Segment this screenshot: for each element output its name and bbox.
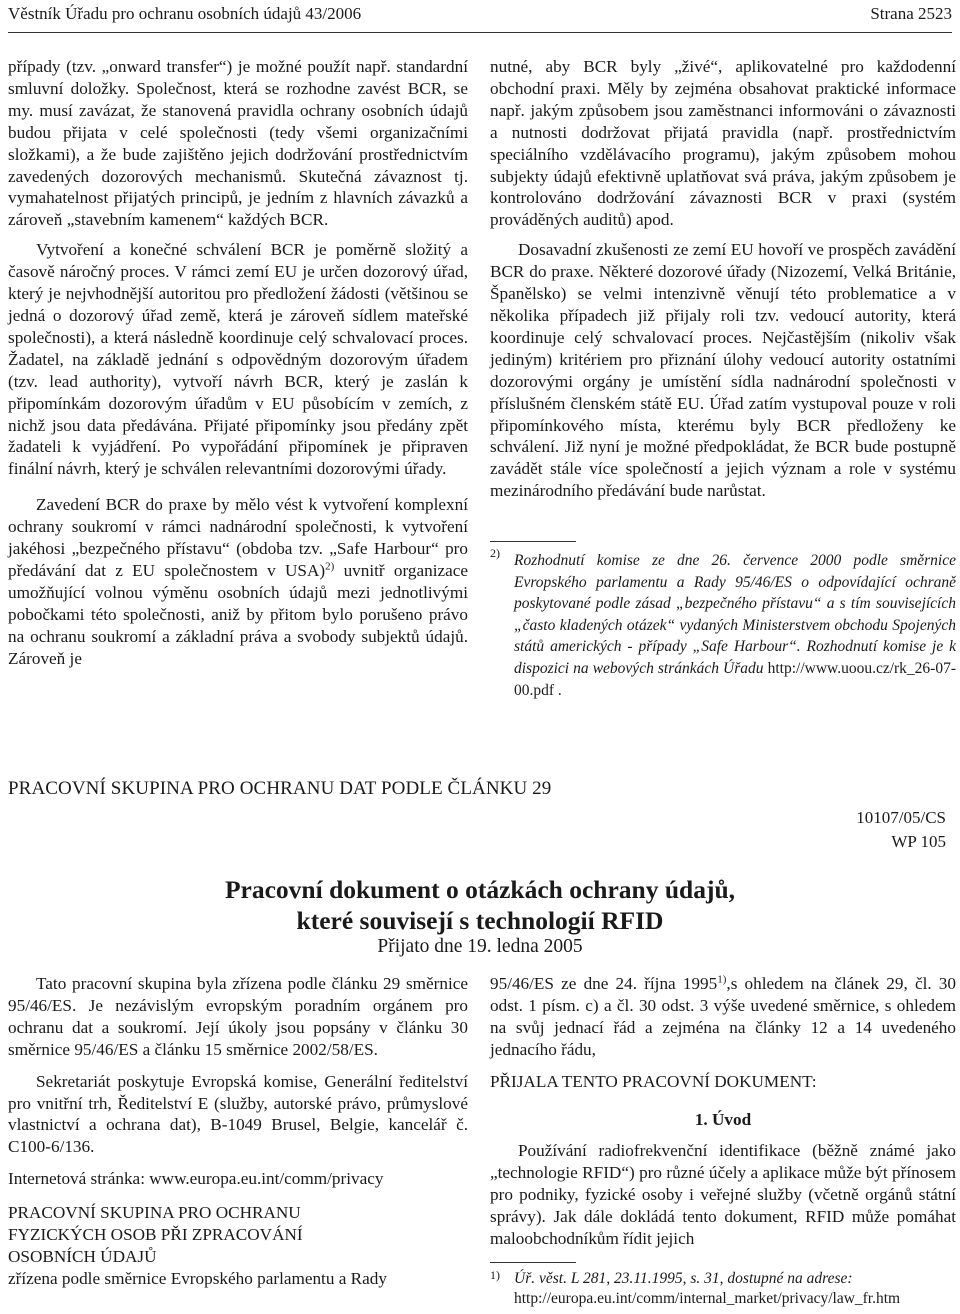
footnote-ref: 1): [717, 973, 727, 986]
section-heading-intro: 1. Úvod: [694, 1109, 752, 1129]
paragraph: Tato pracovní skupina byla zřízena podle článku 29 směrnice 95/46/ES. Je nezávislým evropským poradním orgánem pro ochranu dat a soukromí. Její úkoly jsou popsány v článku 30 směrnice 95/46/ES a článku 15 směrnice 2002/58/ES.: [8, 974, 468, 1059]
paragraph: nutné, aby BCR byly „živé“, aplikovatelné pro každodenní obchodní praxi. Měly by zejména obsahovat praktické informace např. jakým způsobem jsou zaměstnanci informováni o závaznosti a nutnosti dodržovat přijatá pravidla (např. prostřednictvím speciálního vzdělávacího programu), jakým způsobem mohou subjekty údajů efektivně uplatňovat svá práva, jakým způsobem je kontrolováno dodržování závaznosti BCR v praxi (systém prováděných auditů) apod.: [490, 57, 956, 230]
footnote-divider: [490, 541, 576, 542]
paragraph: Zavedení BCR do praxe by mělo vést k vytvoření komplexní ochrany soukromí v rámci nadnárodní společnosti, k vytvoření jakéhosi „bezpečného přístavu“ (obdoba tzv. „Safe Harbour“ pro předávání dat z EU společnostem v USA)$^{2)}$ uvnitř organizace umožňující volnou výměnu osobních údajů mezi jednotlivými pobočkami této společnosti, aniž by přitom bylo porušeno právo na ochranu soukromí a základní práva a svobody subjektů údajů. Zároveň je: [8, 495, 469, 668]
footnote-ref: 2): [325, 560, 335, 573]
paragraph: případy (tzv. „onward transfer“) je možné použít např. standardní smluvní doložky. Společnost, která se rozhodne zavést BCR, se my. musí zavázat, že stanovená pravidla ochrany osobních údajů budou přijata v celé společnosti (tedy všemi organizačními složkami), a že bude zajištěno jejich dodržování prostřednictvím zavedených dozorových mechanismů. Skutečná závaznost tj. vymahatelnost přijatých principů, je jedním z hlavních závazků a zároveň „stavebním kamenem“ každých BCR.: [8, 57, 468, 230]
bottom-right-column: [490, 973, 956, 1250]
paragraph: Sekretariát poskytuje Evropská komise, Generální ředitelství pro vnitřní trh, Ředitelství E (služby, autorské právo, průmyslové vlastnictví a ochrana dat), B-1049 Brusel, Belgie, kancelář č. C100-6/136.: [8, 1071, 468, 1157]
page-number: Strana 2523: [870, 4, 952, 23]
website: Internetová stránka: www.europa.eu.int/comm/privacy: [8, 1169, 384, 1189]
footnote-url: http://www.uoou.cz/rk_26-07-00.pdf .: [514, 659, 957, 699]
footnote-number: 2): [490, 546, 500, 560]
paragraph: 95/46/ES ze dne 24. října 1995$^{1)}$,s ohledem na článek 29, čl. 30 odst. 1 písm. c) a čl. 30 odst. 3 výše uvedené směrnice, s ohledem na svůj jednací řád a zejména na články 12 a 14 uvedeného jednacího řádu,: [490, 973, 956, 1059]
paragraph: Používání radiofrekvenční identifikace (běžně známé jako „technologie RFID“) pro různé účely a aplikace může být přínosem pro podniky, fyzické osoby i veřejné služby (včetně orgánů státní správy). Jak dále dokládá tento dokument, RFID může pomáhat maloobchodníkům řídit jejich: [490, 1141, 956, 1249]
working-party-name: PRACOVNÍ SKUPINA PRO OCHRANU FYZICKÝCH OSOB PŘI ZPRACOVÁNÍ OSOBNÍCH ÚDAJŮ: [8, 1203, 303, 1267]
adoption-date: Přijato dne 19. ledna 2005: [377, 936, 583, 957]
footnote-divider: [490, 1262, 576, 1263]
footnote-url: http://europa.eu.int/comm/internal_market/privacy/law_fr.htm: [514, 1290, 901, 1307]
top-left-column: [8, 56, 468, 669]
adopted-statement: PŘIJALA TENTO PRACOVNÍ DOKUMENT:: [490, 1071, 817, 1091]
footnote: Úř. věst. L 281, 23.11.1995, s. 31, dostupné na adrese: http://europa.eu.int/comm/internal_market/privacy/law_fr.htm: [514, 1269, 956, 1309]
paragraph: zřízena podle směrnice Evropského parlamentu a Rady: [8, 1269, 387, 1289]
header-divider: [8, 32, 952, 33]
footnote-number: 1): [490, 1268, 500, 1282]
document-title: Pracovní dokument o otázkách ochrany údajů, které souvisejí s technologií RFID: [224, 875, 736, 935]
journal-title: Věstník Úřadu pro ochranu osobních údajů 43/2006: [8, 4, 362, 23]
document-reference: 10107/05/CS WP 105: [856, 808, 946, 851]
section-heading: PRACOVNÍ SKUPINA PRO OCHRANU DAT PODLE ČLÁNKU 29: [8, 778, 552, 799]
paragraph: Dosavadní zkušenosti ze zemí EU hovoří ve prospěch zavádění BCR do praxe. Některé dozorové úřady (Nizozemí, Velká Británie, Španělsko) se velmi intenzivně věnují této problematice a v několika případech již přijaly roli tzv. vedoucí autority, která koordinuje celý schvalovací proces. Nejčastějším (nikoliv však jediným) kritériem pro přiznání úlohy vedoucí autority ostatními dozorovými orgány je umístění sídla nadnárodní společnosti v příslušném členském státě EU. Úřad zatím vystupoval pouze v roli připomínkového místa, kterému byly BCR předloženy ke schválení. Již nyní je možné předpokládat, že BCR bude postupně zavádět stále více společností a jejich význam a role v systému mezinárodního předávání bude narůstat.: [490, 240, 956, 501]
bottom-left-column: [8, 973, 468, 1290]
footnote: Rozhodnutí komise ze dne 26. července 2000 podle směrnice Evropského parlamentu a Rady 95/46/ES o odpovídající ochraně poskytované podle zásad „bezpečného přístavu“ a s tím souvisejících „často kladených otázek“ vydaných Ministerstvem obchodu Spojených států amerických - případy „Safe Harbour“. Rozhodnutí komise je k dispozici na webových stránkách Úřadu http://www.uoou.cz/rk_26-07-00.pdf .: [514, 552, 957, 699]
top-right-column: [490, 56, 956, 502]
paragraph: Vytvoření a konečné schválení BCR je poměrně složitý a časově náročný proces. V rámci zemí EU je určen dozorový úřad, který je nejvhodnější autoritou pro předložení žádosti (většinou se jedná o dozorový úřad země, která je zároveň sídlem mateřské společnosti), a která následně koordinuje celý schvalovací proces. Žadatel, na základě jednání s odpovědným dozorovým úřadem (tzv. lead authority), vytvoří návrh BCR, který je zaslán k připomínkám dozorovým úřadům v EU působícím v zemích, z nichž jsou data předávána. Přijaté připomínky jsou předány zpět žadateli k vyjádření. Po vypořádání připomínek je připraven finální návrh, který je schválen relevantními dozorovými úřady.: [8, 240, 468, 479]
